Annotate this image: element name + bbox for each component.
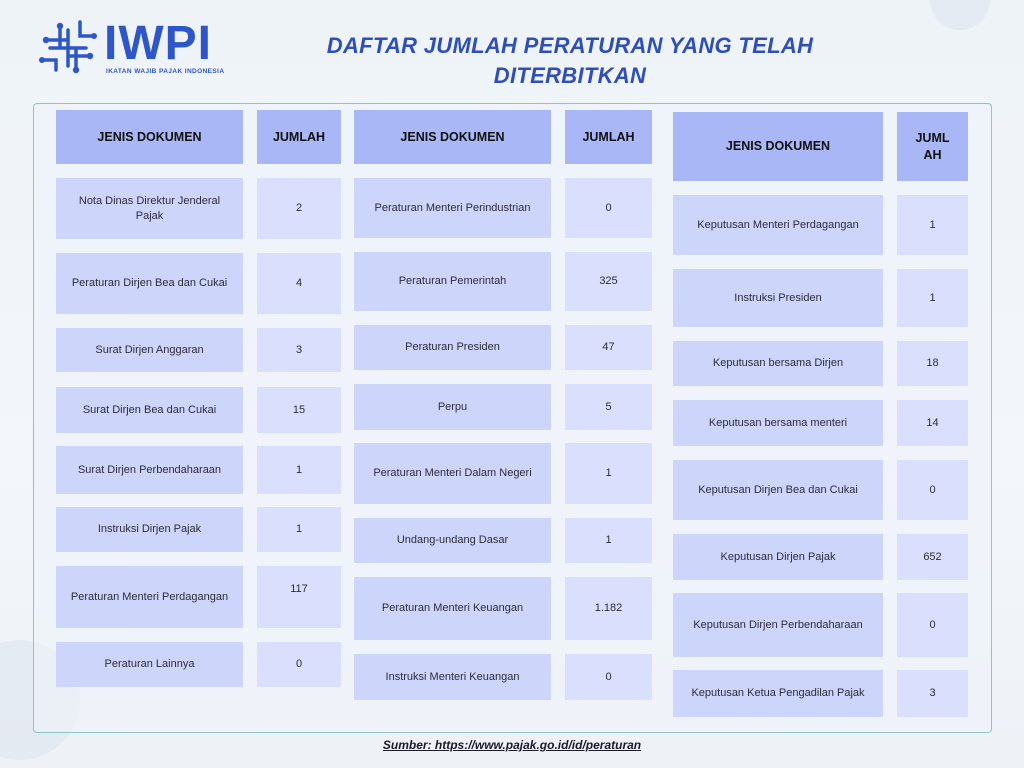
document-count-cell: 14 xyxy=(897,400,968,446)
column-header-jenis-dokumen: JENIS DOKUMEN xyxy=(354,110,551,164)
document-count-cell: 117 xyxy=(257,566,341,628)
document-type-cell: Peraturan Presiden xyxy=(354,325,551,370)
page-title-line-1: DAFTAR JUMLAH PERATURAN YANG TELAH xyxy=(326,33,814,58)
column-header-jenis-dokumen: JENIS DOKUMEN xyxy=(56,110,243,164)
document-count-cell: 0 xyxy=(565,178,652,238)
document-type-cell: Keputusan Ketua Pengadilan Pajak xyxy=(673,670,883,717)
document-count-cell: 4 xyxy=(257,253,341,314)
source-text: Sumber: https://www.pajak.go.id/id/peraturan xyxy=(382,738,642,752)
document-type-cell: Keputusan Dirjen Perbendaharaan xyxy=(673,593,883,657)
document-count-cell: 15 xyxy=(257,387,341,433)
document-count-cell: 2 xyxy=(257,178,341,239)
document-type-cell: Keputusan bersama menteri xyxy=(673,400,883,446)
iwpi-logo xyxy=(36,16,225,82)
document-type-cell: Peraturan Menteri Perdagangan xyxy=(56,566,243,628)
document-count-cell: 652 xyxy=(897,534,968,580)
document-count-cell: 1 xyxy=(257,507,341,552)
document-type-cell: Undang-undang Dasar xyxy=(354,518,551,563)
document-count-cell: 0 xyxy=(565,654,652,700)
document-type-cell: Keputusan Dirjen Bea dan Cukai xyxy=(673,460,883,520)
document-count-cell: 3 xyxy=(897,670,968,717)
document-type-cell: Peraturan Lainnya xyxy=(56,642,243,687)
document-type-cell: Instruksi Dirjen Pajak xyxy=(56,507,243,552)
logo-subtitle: IKATAN WAJIB PAJAK INDONESIA xyxy=(106,68,225,75)
document-count-cell: 0 xyxy=(257,642,341,687)
document-count-cell: 1 xyxy=(565,518,652,563)
document-count-cell: 0 xyxy=(897,593,968,657)
document-count-cell: 1 xyxy=(897,195,968,255)
document-count-cell: 1 xyxy=(897,269,968,327)
document-count-cell: 5 xyxy=(565,384,652,430)
document-type-cell: Peraturan Dirjen Bea dan Cukai xyxy=(56,253,243,314)
column-header-jumlah: JUML AH xyxy=(897,112,968,181)
document-type-cell: Keputusan Menteri Perdagangan xyxy=(673,195,883,255)
iwpi-logo-mark-icon xyxy=(36,16,100,80)
document-count-cell: 47 xyxy=(565,325,652,370)
document-type-cell: Perpu xyxy=(354,384,551,430)
document-type-cell: Surat Dirjen Bea dan Cukai xyxy=(56,387,243,433)
document-type-cell: Peraturan Menteri Dalam Negeri xyxy=(354,443,551,504)
column-header-jumlah: JUMLAH xyxy=(257,110,341,164)
document-type-cell: Nota Dinas Direktur Jenderal Pajak xyxy=(56,178,243,239)
document-type-cell: Surat Dirjen Perbendaharaan xyxy=(56,446,243,494)
document-type-cell: Instruksi Menteri Keuangan xyxy=(354,654,551,700)
page-title xyxy=(300,31,840,91)
document-type-cell: Peraturan Pemerintah xyxy=(354,252,551,311)
document-count-cell: 325 xyxy=(565,252,652,311)
logo-text: IWPI xyxy=(104,17,212,70)
column-header-jumlah: JUMLAH xyxy=(565,110,652,164)
source-footer xyxy=(0,738,1024,752)
column-header-jenis-dokumen: JENIS DOKUMEN xyxy=(673,112,883,181)
document-count-cell: 3 xyxy=(257,328,341,372)
document-type-cell: Keputusan Dirjen Pajak xyxy=(673,534,883,580)
document-type-cell: Surat Dirjen Anggaran xyxy=(56,328,243,372)
document-count-cell: 18 xyxy=(897,341,968,386)
document-count-cell: 0 xyxy=(897,460,968,520)
document-type-cell: Instruksi Presiden xyxy=(673,269,883,327)
page-title-line-2: DITERBITKAN xyxy=(493,63,647,88)
document-type-cell: Peraturan Menteri Perindustrian xyxy=(354,178,551,238)
document-count-cell: 1 xyxy=(565,443,652,504)
header xyxy=(0,0,1024,100)
document-type-cell: Peraturan Menteri Keuangan xyxy=(354,577,551,640)
document-type-cell: Keputusan bersama Dirjen xyxy=(673,341,883,386)
document-count-cell: 1 xyxy=(257,446,341,494)
document-count-cell: 1.182 xyxy=(565,577,652,640)
